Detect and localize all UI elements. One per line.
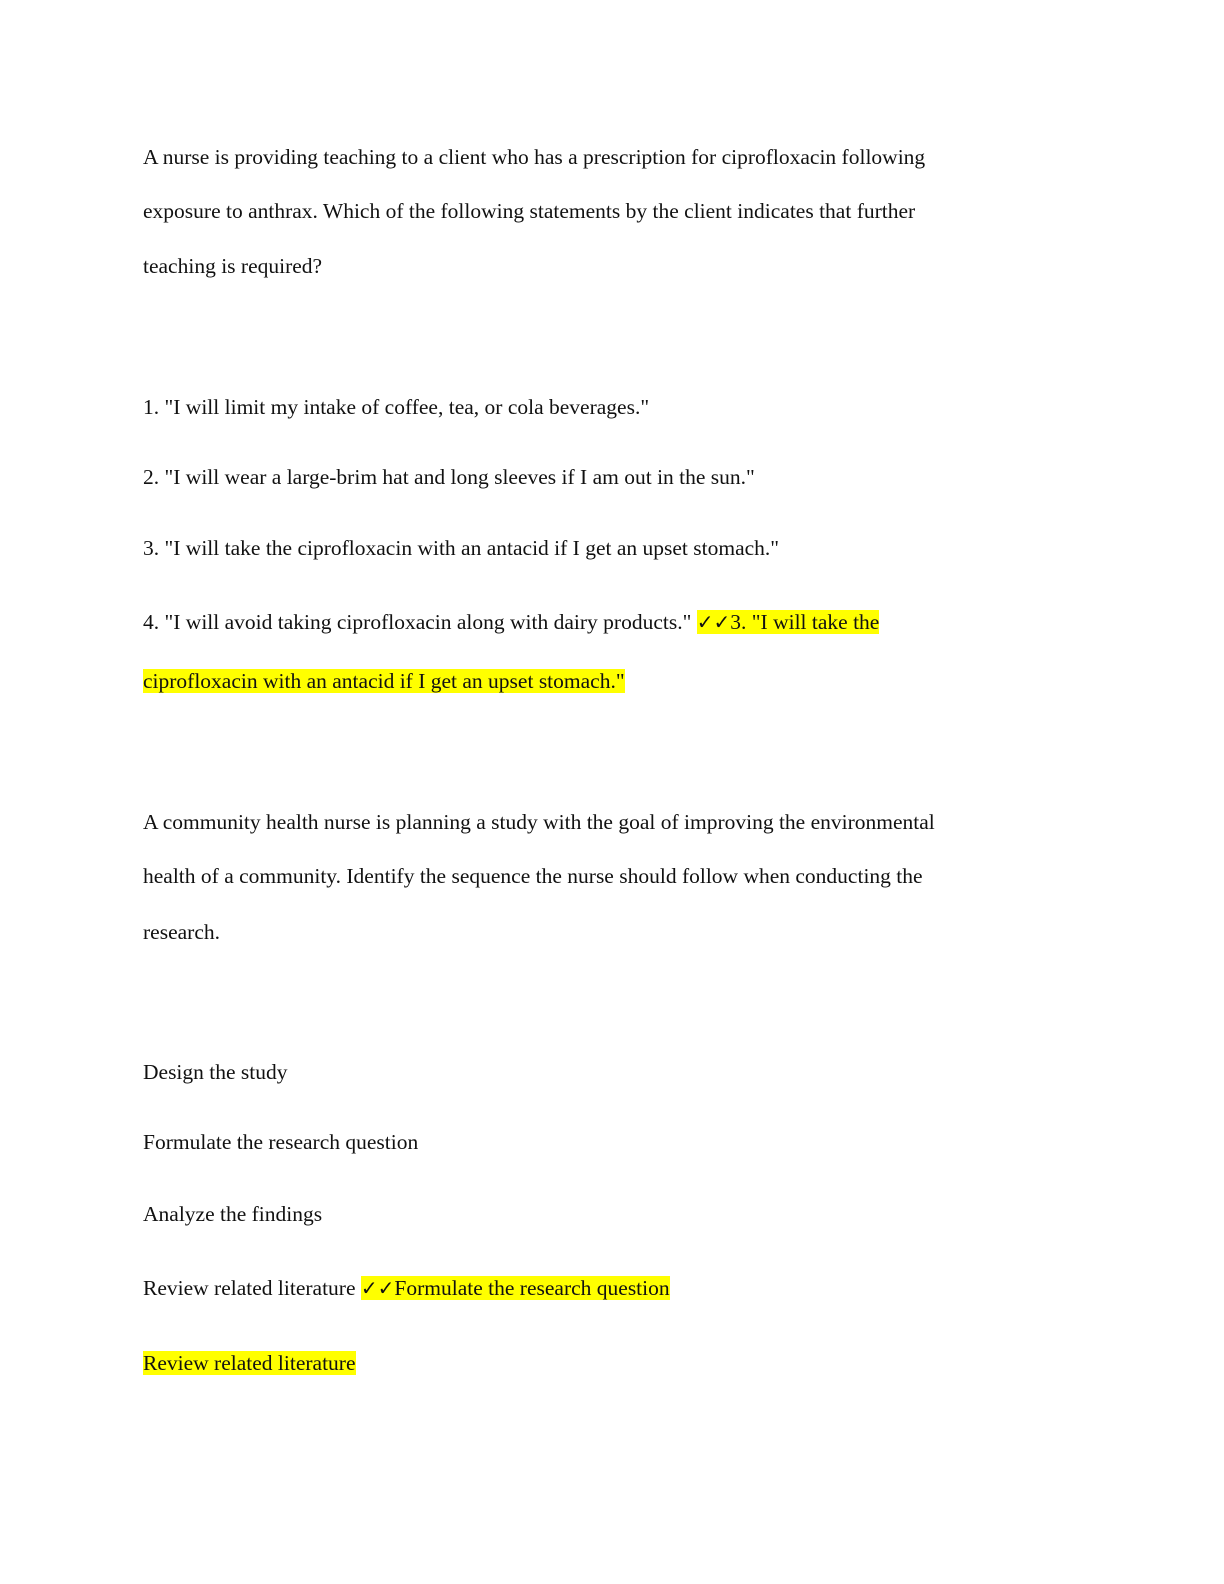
question1-option-4: 4. "I will avoid taking ciprofloxacin along with dairy products."	[143, 610, 692, 634]
question2-stem-line-1: A community health nurse is planning a study with the goal of improving the environmental	[143, 810, 935, 834]
question2-option-4-line	[143, 1274, 670, 1302]
question2-option-1: Design the study	[143, 1060, 288, 1084]
question1-answer-line-2-row	[143, 667, 625, 695]
question2-answer-line-2-row	[143, 1349, 356, 1377]
question2-option-4: Review related literature	[143, 1276, 356, 1300]
question1-answer-line-2: ciprofloxacin with an antacid if I get an upset stomach."	[143, 669, 625, 693]
question1-stem-line-1: A nurse is providing teaching to a client who has a prescription for ciprofloxacin following	[143, 145, 926, 169]
question1-answer-highlight	[697, 610, 880, 634]
question2-stem-line-3: research.	[143, 920, 220, 944]
question2-answer-highlight	[361, 1276, 670, 1300]
question1-stem-line-3: teaching is required?	[143, 254, 323, 278]
question2-answer-line-1: Formulate the research question	[394, 1276, 670, 1300]
question2-answer-line-2: Review related literature	[143, 1351, 356, 1375]
question1-answer-line-1: 3. "I will take the	[730, 610, 880, 634]
question2-option-3: Analyze the findings	[143, 1202, 323, 1226]
question2-option-2: Formulate the research question	[143, 1130, 419, 1154]
question2-stem-line-2: health of a community. Identify the sequence the nurse should follow when conducting the	[143, 864, 923, 888]
question1-option-3: 3. "I will take the ciprofloxacin with an antacid if I get an upset stomach."	[143, 536, 780, 560]
question1-stem-line-2: exposure to anthrax. Which of the following statements by the client indicates that further	[143, 199, 916, 223]
question1-option-1: 1. "I will limit my intake of coffee, tea, or cola beverages."	[143, 395, 650, 419]
question1-option-4-line	[143, 608, 879, 636]
question1-option-2: 2. "I will wear a large-brim hat and long sleeves if I am out in the sun."	[143, 465, 755, 489]
double-check-icon: ✓✓	[696, 610, 731, 634]
double-check-icon: ✓✓	[360, 1276, 395, 1300]
